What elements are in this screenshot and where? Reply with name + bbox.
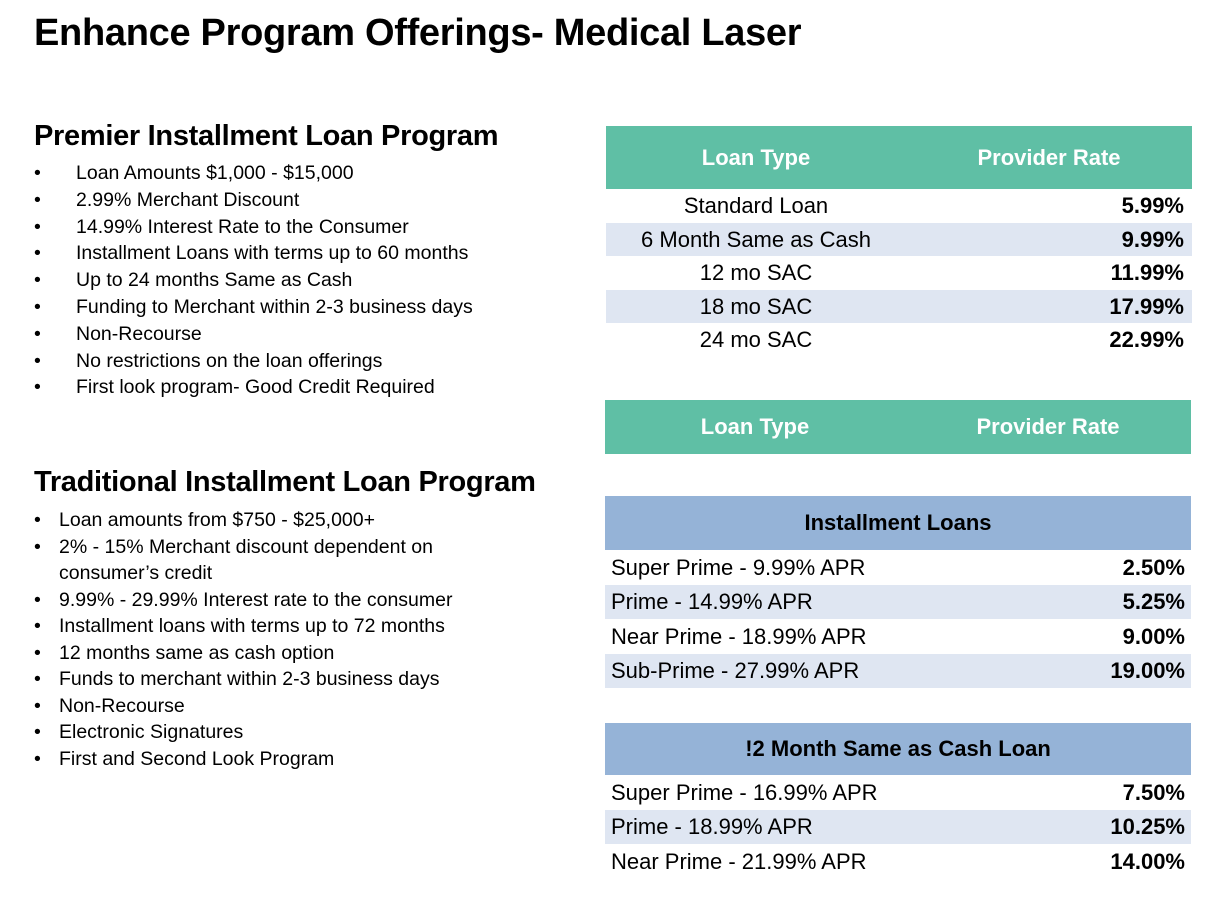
list-item: • 9.99% - 29.99% Interest rate to the consumer	[34, 587, 554, 614]
loan-type-cell: Prime - 18.99% APR	[611, 814, 813, 839]
table-header	[606, 126, 1192, 189]
list-item: • Non-Recourse	[34, 321, 554, 348]
premier-program-heading: Premier Installment Loan Program	[34, 120, 499, 152]
rate-cell: 19.00%	[1110, 658, 1185, 683]
list-item: • Loan Amounts $1,000 - $15,000	[34, 160, 554, 187]
list-item: • Installment loans with terms up to 72 months	[34, 613, 554, 640]
rate-cell: 14.00%	[1110, 848, 1185, 874]
loan-type-cell: Near Prime - 21.99% APR	[611, 848, 867, 874]
table-row	[606, 223, 1192, 256]
list-item: • 2% - 15% Merchant discount dependent on consumer’s credit	[34, 534, 479, 587]
loan-type-cell: 24 mo SAC	[699, 327, 813, 352]
table-row	[606, 290, 1192, 323]
column-header-loan-type: Loan Type	[700, 414, 810, 439]
loan-type-cell: 12 mo SAC	[699, 260, 813, 285]
traditional-program-heading: Traditional Installment Loan Program	[34, 466, 536, 498]
rate-cell: 11.99%	[1110, 260, 1184, 285]
rate-cell: 5.25%	[1122, 589, 1185, 614]
table-row	[605, 585, 1191, 619]
rate-cell: 7.50%	[1122, 779, 1185, 805]
list-item: • 2.99% Merchant Discount	[34, 187, 554, 214]
table-row	[605, 550, 1191, 585]
loan-type-cell: Standard Loan	[683, 193, 829, 218]
loan-type-cell: Super Prime - 9.99% APR	[611, 554, 866, 580]
premier-rate-table	[606, 126, 1192, 357]
table-row	[605, 844, 1191, 879]
same-as-cash-table	[605, 723, 1191, 879]
table-row	[605, 810, 1191, 844]
rate-cell: 2.50%	[1122, 554, 1185, 580]
list-item: • No restrictions on the loan offerings	[34, 348, 554, 375]
rate-cell: 9.99%	[1121, 226, 1184, 252]
page-title: Enhance Program Offerings- Medical Laser	[34, 12, 802, 54]
table-row	[605, 654, 1191, 688]
list-item: • Funds to merchant within 2-3 business days	[34, 666, 554, 693]
same-as-cash-heading: !2 Month Same as Cash Loan	[605, 723, 1191, 775]
loan-type-cell: Prime - 14.99% APR	[611, 589, 813, 614]
installment-loans-table	[605, 496, 1191, 688]
list-item: • Installment Loans with terms up to 60 months	[34, 240, 554, 267]
list-item: • Funding to Merchant within 2-3 business days	[34, 294, 554, 321]
rate-cell: 17.99%	[1109, 293, 1184, 319]
loan-type-cell: Near Prime - 18.99% APR	[611, 623, 867, 649]
list-item: • Non-Recourse	[34, 693, 554, 720]
table-row	[606, 323, 1192, 357]
loan-type-cell: Sub-Prime - 27.99% APR	[611, 658, 860, 683]
traditional-bullet-list	[34, 507, 554, 772]
rate-cell: 22.99%	[1109, 327, 1184, 352]
list-item: • 14.99% Interest Rate to the Consumer	[34, 214, 554, 241]
list-item: • Up to 24 months Same as Cash	[34, 267, 554, 294]
installment-loans-heading: Installment Loans	[605, 496, 1191, 550]
rate-cell: 9.00%	[1122, 623, 1185, 649]
table-row	[605, 775, 1191, 810]
rate-cell: 10.25%	[1110, 814, 1185, 839]
list-item: • Electronic Signatures	[34, 719, 554, 746]
column-header-provider-rate: Provider Rate	[976, 414, 1120, 439]
list-item: • 12 months same as cash option	[34, 640, 554, 667]
column-header-loan-type: Loan Type	[701, 144, 811, 170]
premier-bullet-list	[34, 160, 554, 401]
traditional-rate-table-header	[605, 400, 1191, 454]
column-header-provider-rate: Provider Rate	[977, 144, 1121, 170]
table-row	[605, 619, 1191, 654]
loan-type-cell: 6 Month Same as Cash	[641, 226, 871, 252]
list-item: • First and Second Look Program	[34, 746, 554, 773]
loan-type-cell: Super Prime - 16.99% APR	[611, 779, 878, 805]
list-item: • First look program- Good Credit Required	[34, 374, 554, 401]
table-row	[606, 256, 1192, 290]
loan-type-cell: 18 mo SAC	[699, 293, 813, 319]
table-row	[606, 189, 1192, 223]
table-header	[605, 400, 1191, 454]
rate-cell: 5.99%	[1121, 193, 1184, 218]
list-item: • Loan amounts from $750 - $25,000+	[34, 507, 554, 534]
